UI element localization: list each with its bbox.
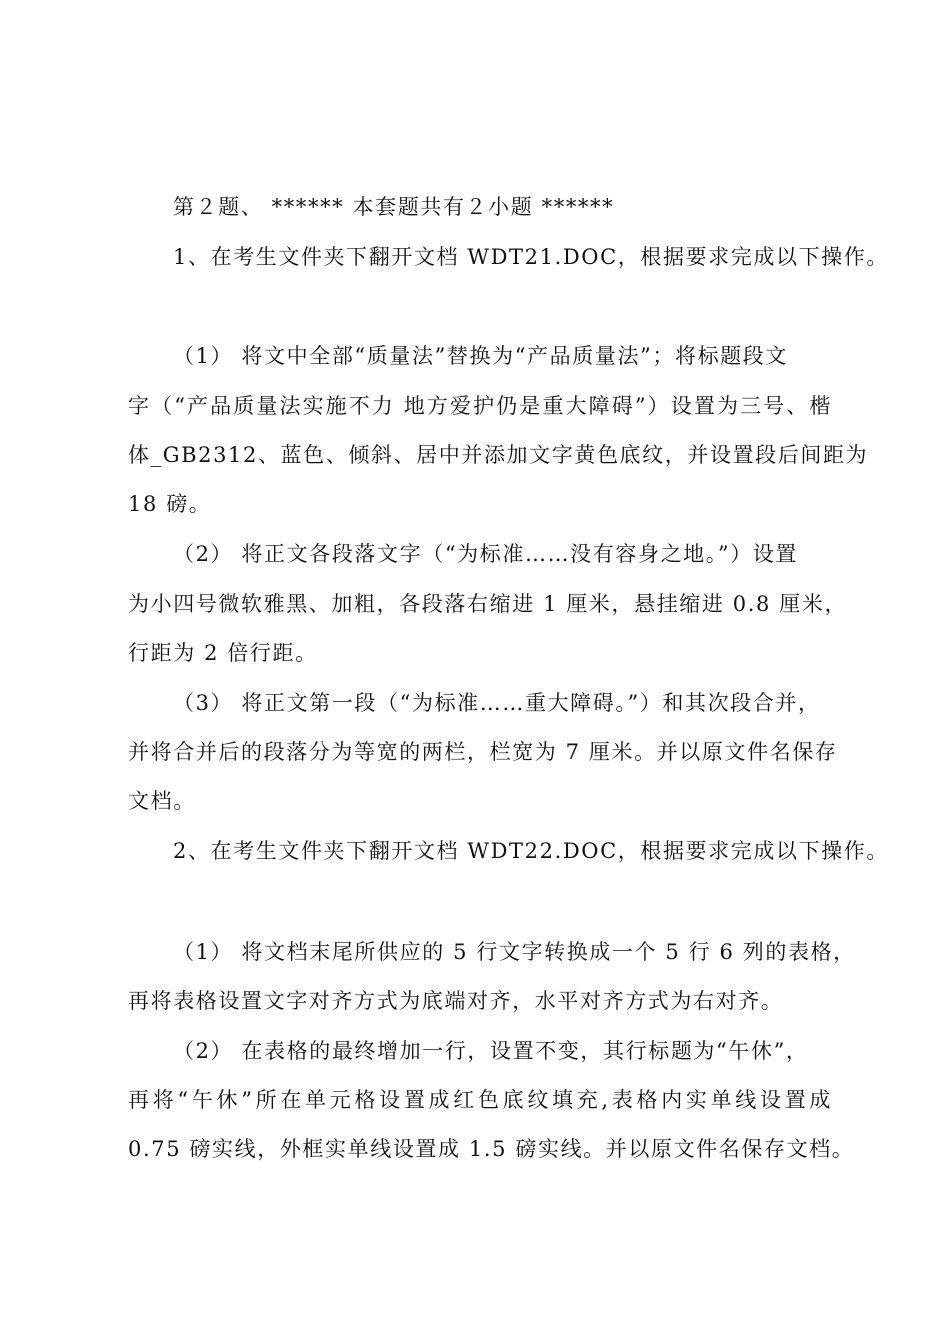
task-1-step-1-line-4: 18 磅。 — [128, 492, 212, 516]
question-header: 第２题、 ****** 本套题共有２小题 ****** — [173, 195, 615, 219]
task-2-step-2-line-2: 再将“午休”所在单元格设置成红色底纹填充,表格内实单线设置成 — [128, 1088, 832, 1112]
task-1-step-2-line-1: （2） 将正文各段落文字（“为标准……没有容身之地。”）设置 — [173, 542, 799, 566]
task-2-intro: 2、在考生文件夹下翻开文档 WDT22.DOC，根据要求完成以下操作。 — [173, 839, 889, 863]
task-1-step-3-line-3: 文档。 — [128, 789, 196, 813]
task-2-step-1-line-2: 再将表格设置文字对齐方式为底端对齐，水平对齐方式为右对齐。 — [128, 989, 784, 1013]
task-1-step-3-line-2: 并将合并后的段落分为等宽的两栏，栏宽为 7 厘米。并以原文件名保存 — [128, 740, 838, 764]
task-2-step-1-line-1: （1） 将文档末尾所供应的 5 行文字转换成一个 5 行 6 列的表格， — [173, 940, 856, 964]
task-1-step-1-line-1: （1） 将文中全部“质量法”替换为“产品质量法”；将标题段文 — [173, 344, 788, 368]
task-1-step-3-line-1: （3） 将正文第一段（“为标准……重大障碍。”）和其次段合并， — [173, 691, 821, 715]
task-1-intro: 1、在考生文件夹下翻开文档 WDT21.DOC，根据要求完成以下操作。 — [173, 245, 889, 269]
task-2-step-2-line-1: （2） 在表格的最终增加一行，设置不变，其行标题为“午休”， — [173, 1039, 809, 1063]
task-1-step-2-line-3: 行距为 2 倍行距。 — [128, 641, 318, 665]
task-1-step-2-line-2: 为小四号微软雅黑、加粗，各段落右缩进 1 厘米，悬挂缩进 0.8 厘米， — [128, 592, 848, 616]
task-1-step-1-line-2: 字（“产品质量法实施不力 地方爱护仍是重大障碍”）设置为三号、楷 — [128, 394, 832, 418]
task-2-step-2-line-3: 0.75 磅实线，外框实单线设置成 1.5 磅实线。并以原文件名保存文档。 — [128, 1137, 855, 1161]
task-1-step-1-line-3: 体_GB2312、蓝色、倾斜、居中并添加文字黄色底纹，并设置段后间距为 — [128, 443, 869, 467]
